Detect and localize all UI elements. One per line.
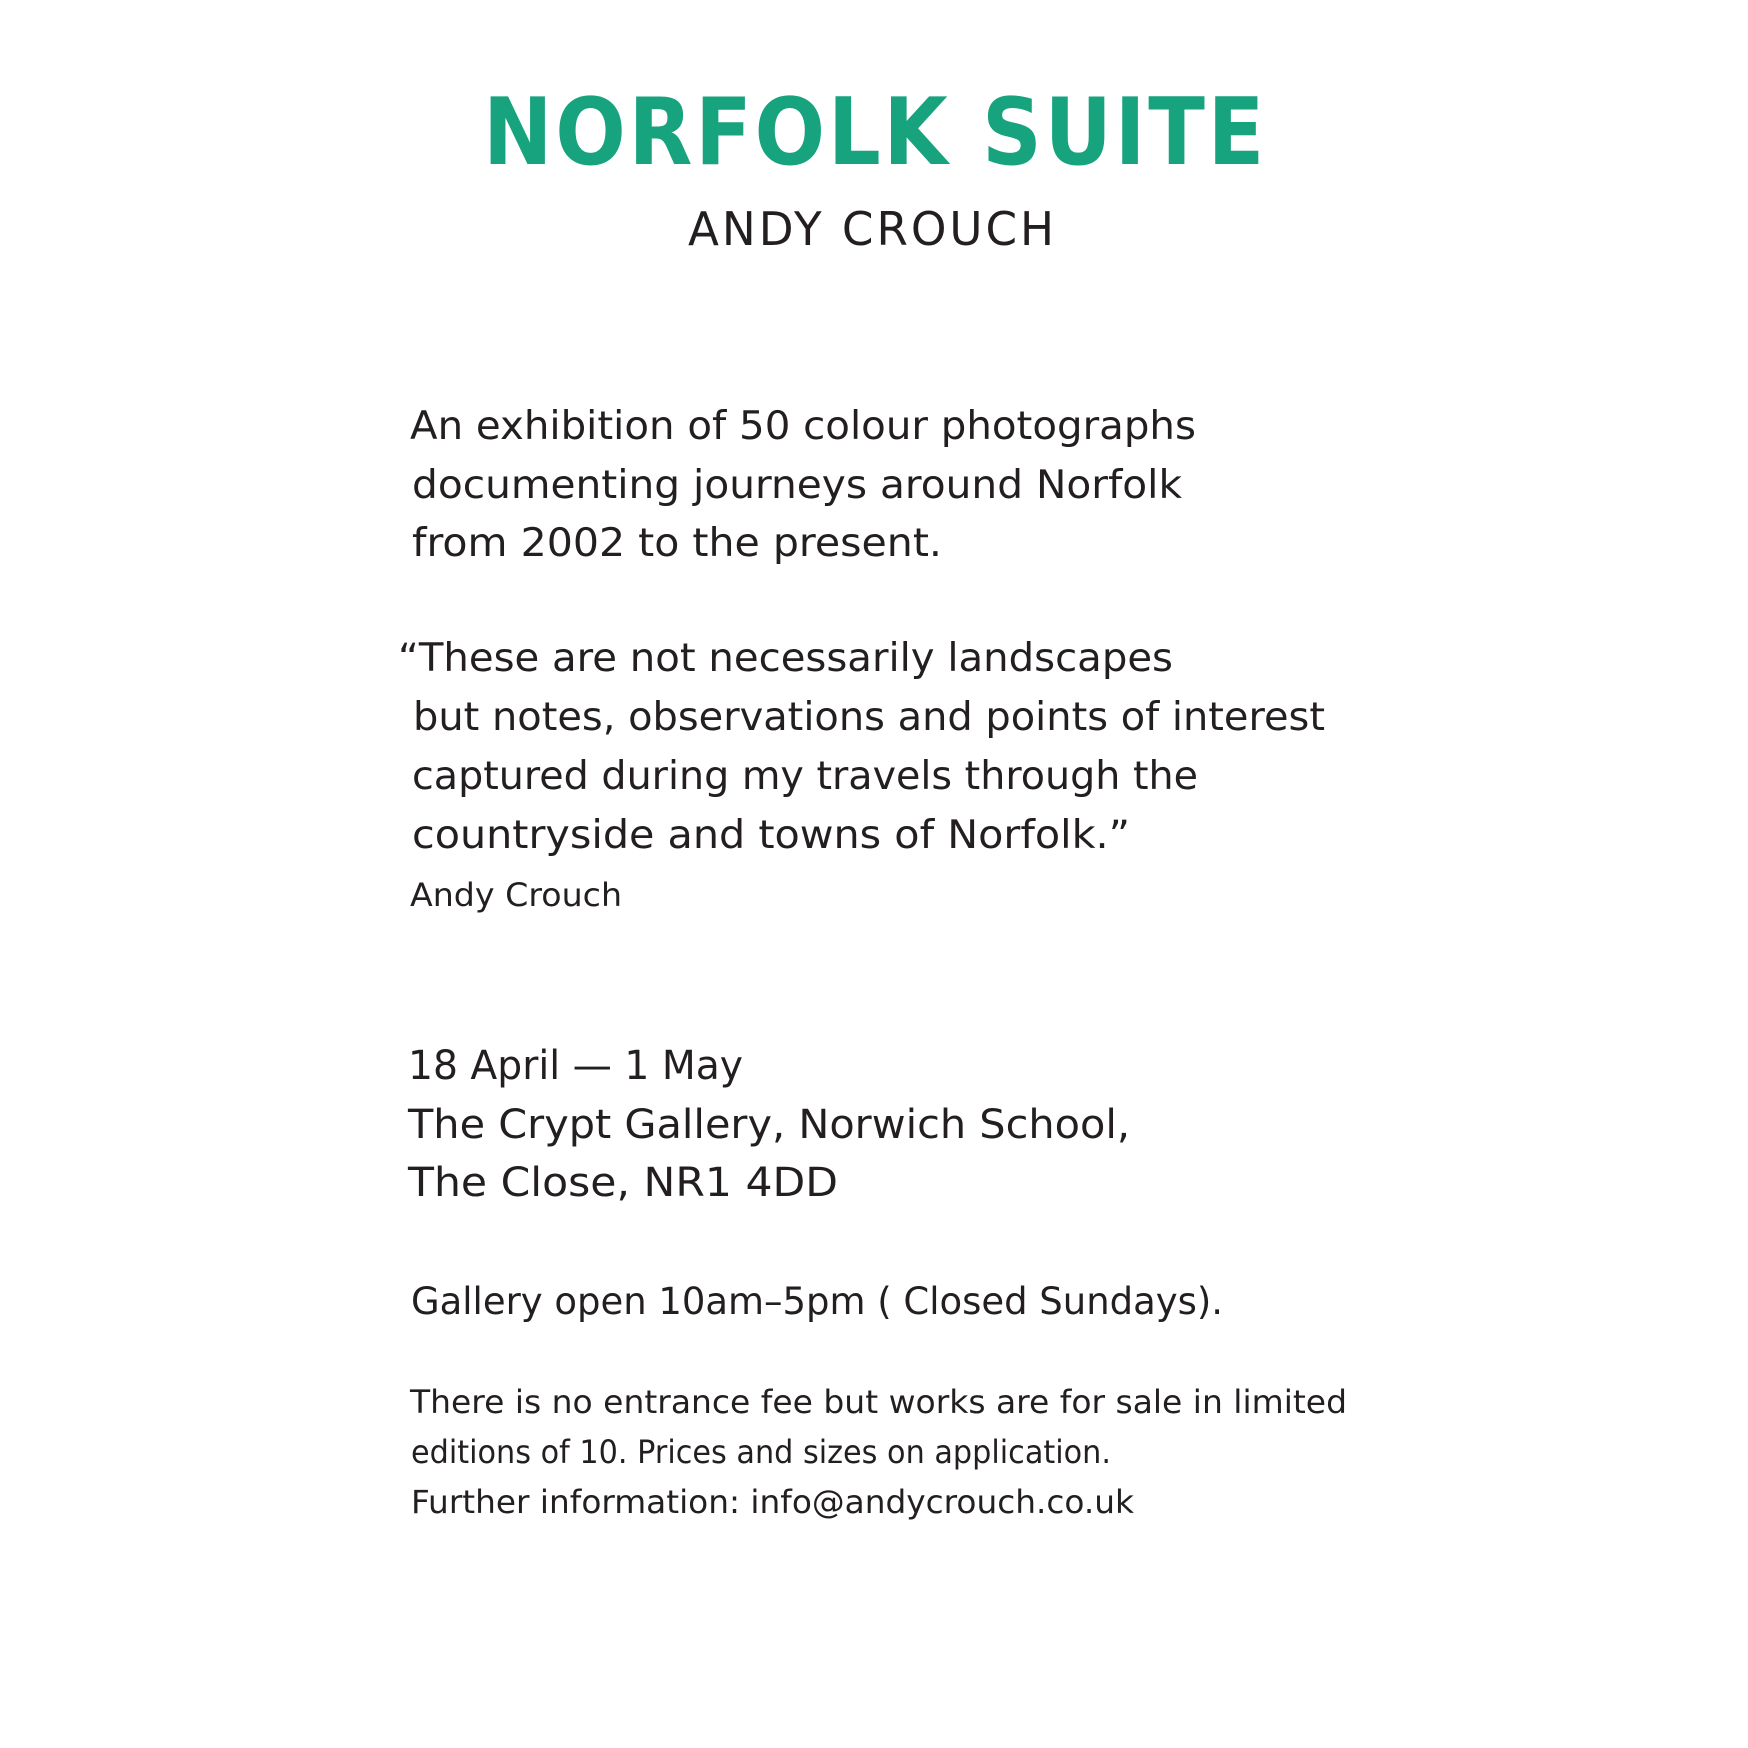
info-line: There is no entrance fee but works are for sale in limited [410,1383,1347,1421]
exhibition-title: NORFOLK SUITE [483,78,1268,186]
opening-hours: Gallery open 10am–5pm ( Closed Sundays). [411,1280,1224,1323]
contact-info: Further information: info@andycrouch.co.uk [411,1483,1135,1521]
quote-line: countryside and towns of Norfolk.” [412,813,1130,858]
quote-line: captured during my travels through the [412,754,1198,799]
quote-line: but notes, observations and points of interest [413,695,1326,740]
quote-attribution: Andy Crouch [410,876,623,914]
info-line: editions of 10. Prices and sizes on application. [411,1433,1111,1471]
venue-address: The Close, NR1 4DD [408,1160,838,1206]
venue-name: The Crypt Gallery, Norwich School, [408,1102,1131,1148]
intro-line: documenting journeys around Norfolk [412,463,1183,508]
intro-line: from 2002 to the present. [412,521,942,566]
artist-name: ANDY CROUCH [688,202,1057,256]
quote-line: “These are not necessarily landscapes [398,636,1174,681]
exhibition-dates: 18 April — 1 May [408,1043,744,1089]
intro-line: An exhibition of 50 colour photographs [410,404,1196,449]
